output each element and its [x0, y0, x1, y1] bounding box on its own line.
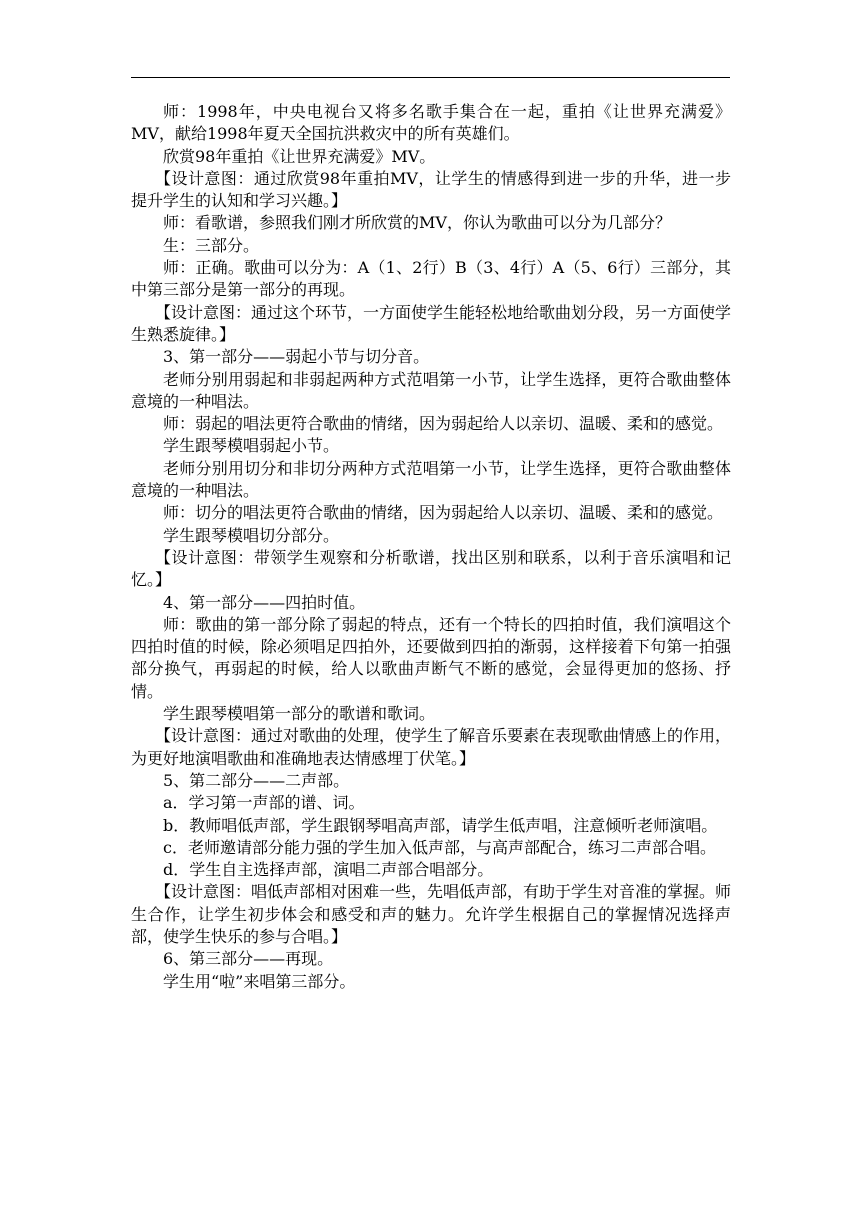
paragraph: 学生跟琴模唱第一部分的歌谱和歌词。 [163, 704, 436, 724]
section-heading: 5、第二部分——二声部。 [163, 770, 350, 790]
section-heading: 4、第一部分——四拍时值。 [163, 592, 366, 612]
paragraph: 师：正确。歌曲可以分为：A（1、2行）B（3、4行）A（5、6行）三部分，其中第三部分是第一部分的再现。 [131, 258, 731, 300]
paragraph: 师：歌曲的第一部分除了弱起的特点，还有一个特长的四拍时值，我们演唱这个四拍时值的时候，除必须唱足四拍外，还要做到四拍的渐弱，这样接着下句第一拍强部分换气，再弱起的时候，给人以歌曲声断气不断的感觉，会显得更加的悠扬、抒情。 [131, 614, 731, 701]
paragraph: 学生跟琴模唱切分部分。 [163, 525, 340, 545]
paragraph: 学生用“啦”来唱第三部分。 [163, 971, 356, 991]
paragraph: 老师分别用切分和非切分两种方式范唱第一小节，让学生选择，更符合歌曲整体意境的一种唱法。 [131, 458, 731, 501]
section-heading: 3、第一部分——弱起小节与切分音。 [163, 347, 430, 367]
paragraph: 师：弱起的唱法更符合歌曲的情绪，因为弱起给人以亲切、温暖、柔和的感觉。 [163, 414, 724, 434]
paragraph: 师：1998年，中央电视台又将多名歌手集合在一起，重拍《让世界充满爱》MV，献给1998年夏天全国抗洪救灾中的所有英雄们。 [131, 102, 731, 144]
paragraph: 生：三部分。 [163, 235, 260, 255]
design-intent-note: 【设计意图：唱低声部相对困难一些，先唱低声部，有助于学生对音准的掌握。师生合作，让学生初步体会和感受和声的魅力。允许学生根据自己的掌握情况选择声部，使学生快乐的参与合唱。】 [131, 882, 732, 946]
list-item: b．教师唱低声部，学生跟钢琴唱高声部，请学生低声唱，注意倾听老师演唱。 [163, 815, 718, 835]
document-body [131, 101, 731, 993]
design-intent-note: 【设计意图：通过欣赏98年重拍MV，让学生的情感得到进一步的升华，进一步提升学生的认知和学习兴趣。】 [131, 168, 731, 211]
paragraph: 老师分别用弱起和非弱起两种方式范唱第一小节，让学生选择，更符合歌曲整体意境的一种唱法。 [131, 369, 731, 411]
list-item: d．学生自主选择声部，演唱二声部合唱部分。 [163, 860, 494, 880]
design-intent-note: 【设计意图：通过这个环节，一方面使学生能轻松地给歌曲划分段，另一方面使学生熟悉旋律。】 [131, 302, 732, 344]
list-item: a．学习第一声部的谱、词。 [163, 793, 365, 813]
design-intent-note: 【设计意图：带领学生观察和分析歌谱，找出区别和联系，以利于音乐演唱和记忆。】 [131, 547, 731, 590]
list-item: c．老师邀请部分能力强的学生加入低声部，与高声部配合，练习二声部合唱。 [163, 837, 716, 857]
design-intent-note: 【设计意图：通过对歌曲的处理，使学生了解音乐要素在表现歌曲情感上的作用，为更好地演唱歌曲和准确地表达情感埋丁伏笔。】 [131, 726, 732, 768]
paragraph: 欣赏98年重拍《让世界充满爱》MV。 [163, 146, 436, 166]
header-rule [131, 77, 730, 78]
paragraph: 学生跟琴模唱弱起小节。 [163, 436, 340, 456]
paragraph: 师：切分的唱法更符合歌曲的情绪，因为弱起给人以亲切、温暖、柔和的感觉。 [163, 503, 724, 523]
section-heading: 6、第三部分——再现。 [163, 949, 334, 969]
paragraph: 师：看歌谱，参照我们刚才所欣赏的MV，你认为歌曲可以分为几部分？ [163, 213, 671, 233]
